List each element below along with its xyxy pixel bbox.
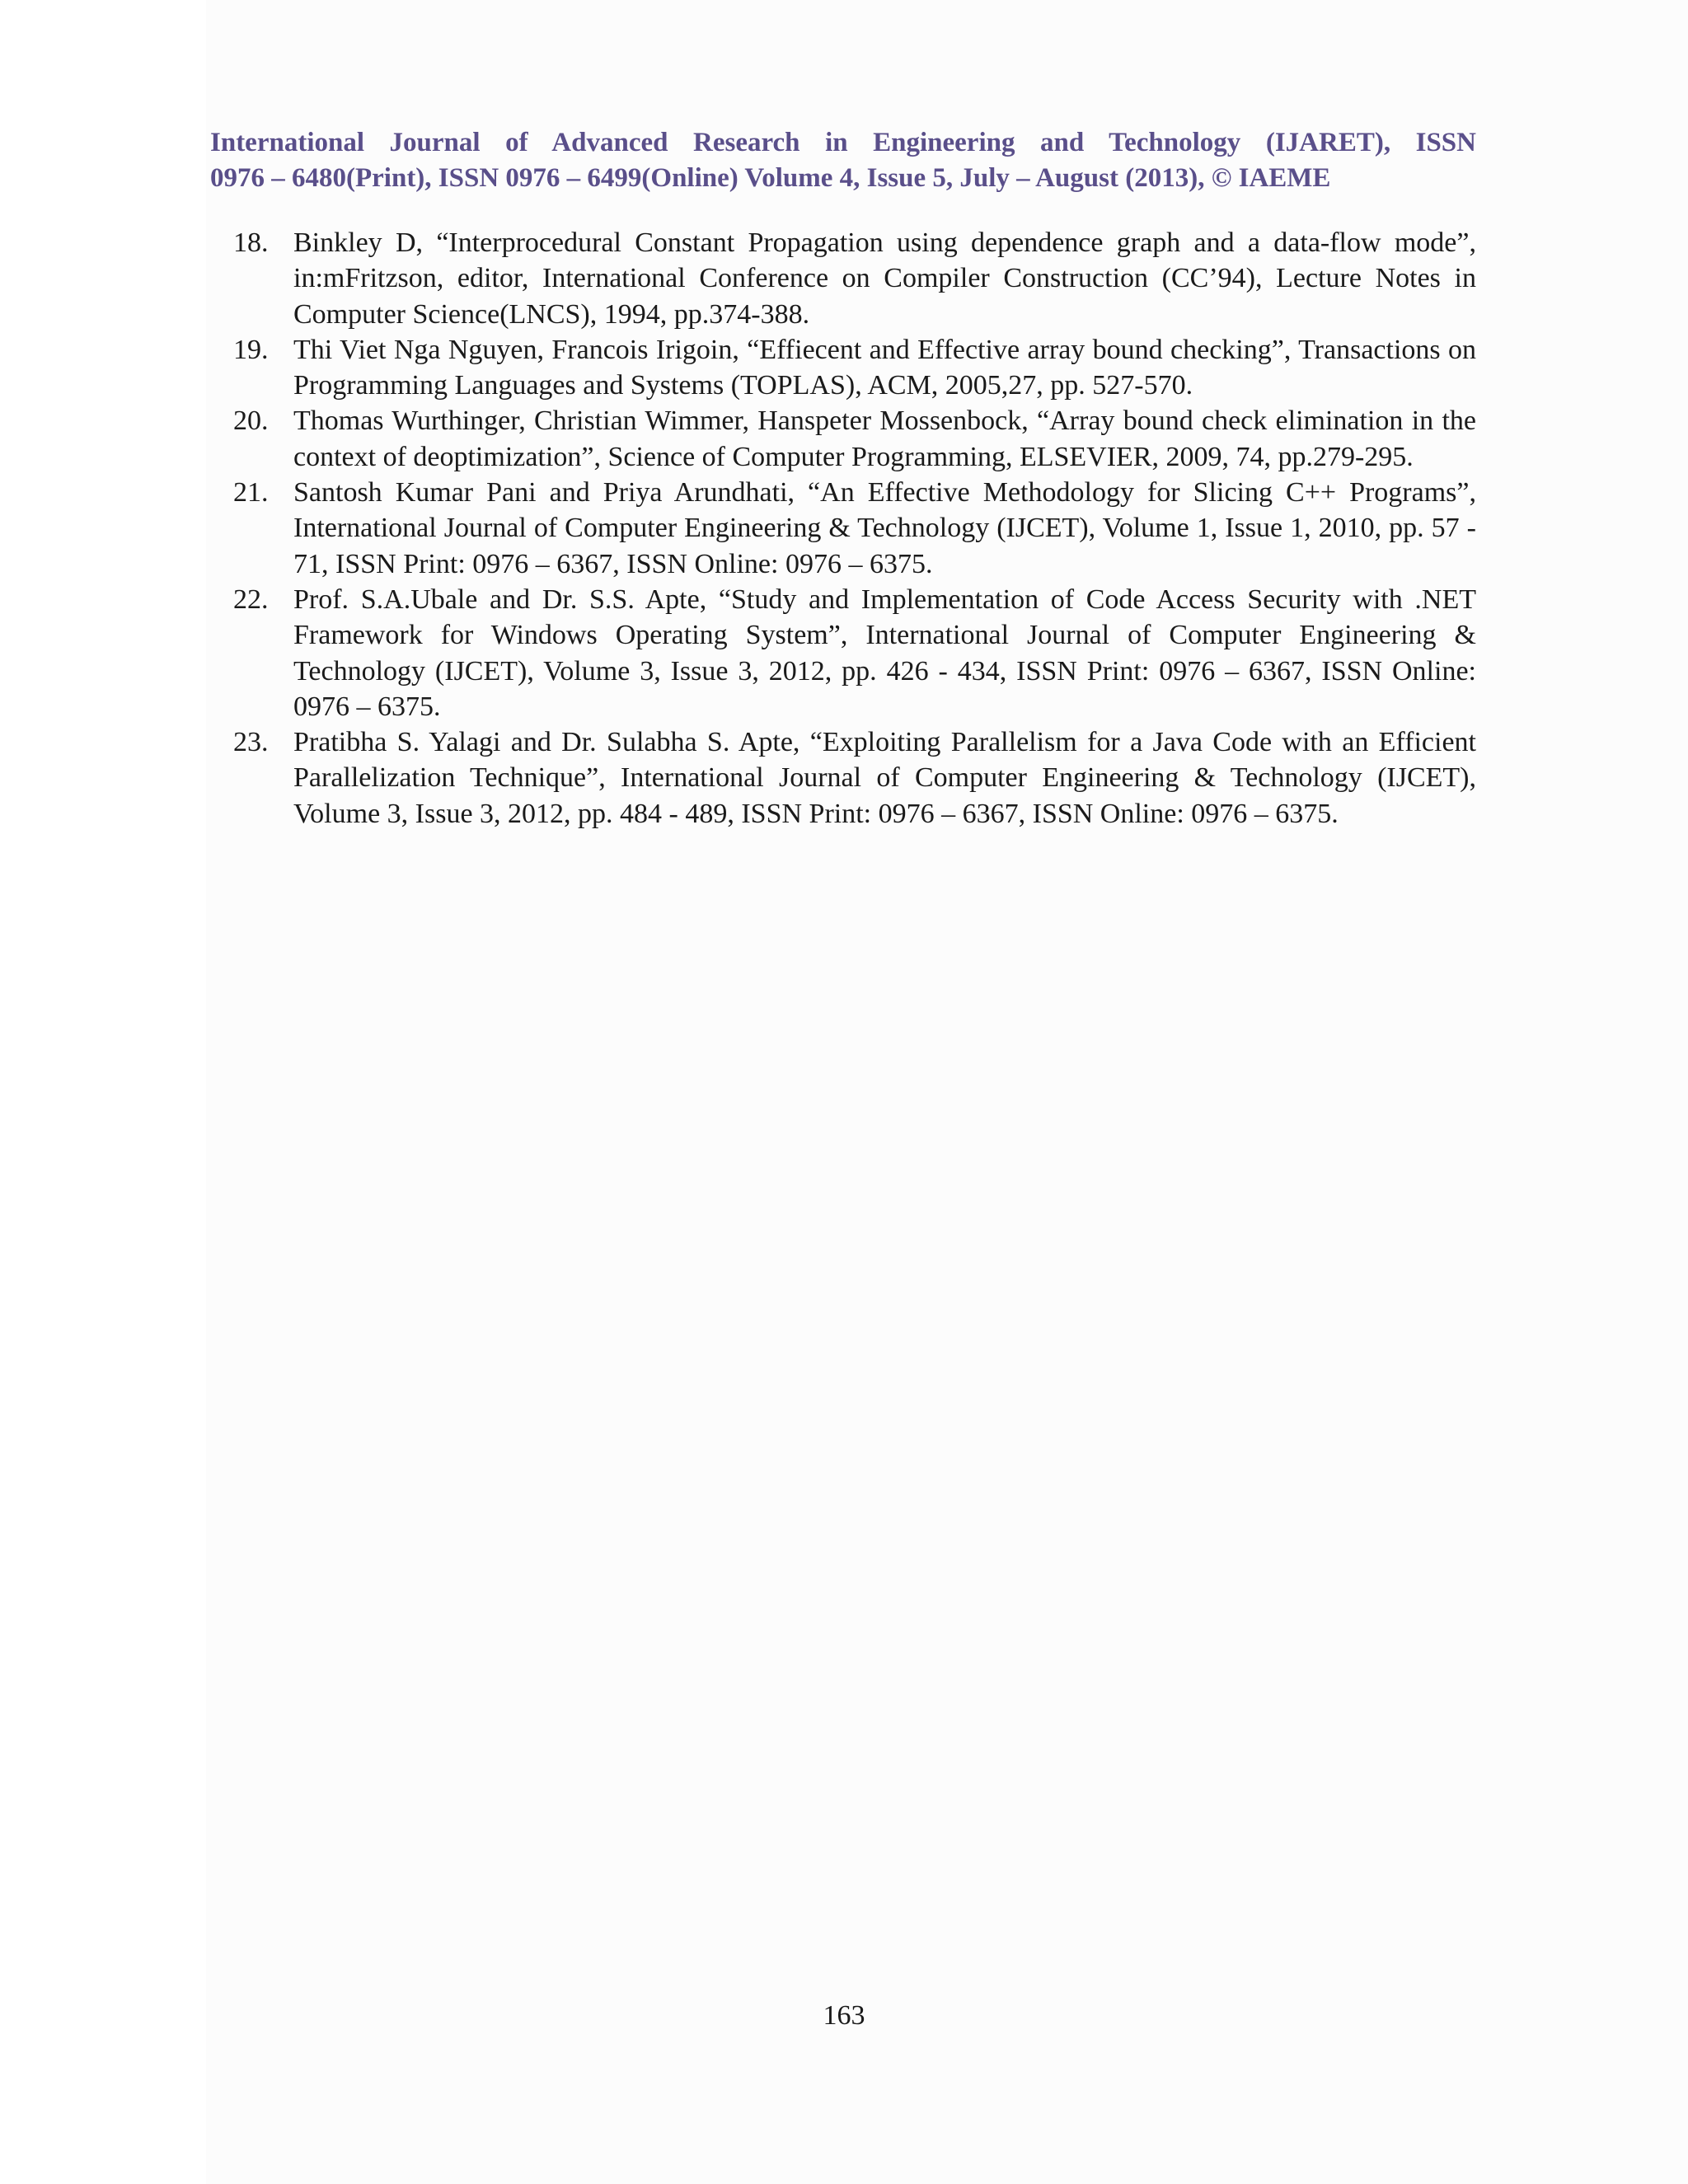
- reference-text: Thomas Wurthinger, Christian Wimmer, Hanspeter Mossenbock, “Array bound check elimination in the context of deoptimization”, Science of Computer Programming, ELSEVIER, 2009, 74, pp.279-295.: [293, 405, 1476, 472]
- reference-number: 19.: [233, 334, 269, 365]
- reference-number: 23.: [233, 727, 269, 758]
- reference-item: [223, 724, 1476, 832]
- reference-text: Pratibha S. Yalagi and Dr. Sulabha S. Apte, “Exploiting Parallelism for a Java Code with an Efficient Parallelization Technique”, International Journal of Computer Engineering & Technology (IJCET), Volume 3, Issue 3, 2012, pp. 484 - 489, ISSN Print: 0976 – 6367, ISSN Online: 0976 – 6375.: [293, 727, 1476, 829]
- reference-text: Santosh Kumar Pani and Priya Arundhati, “An Effective Methodology for Slicing C++ Programs”, International Journal of Computer Engineering & Technology (IJCET), Volume 1, Issue 1, 2010, pp. 57 - 71, ISSN Print: 0976 – 6367, ISSN Online: 0976 – 6375.: [293, 477, 1476, 579]
- reference-item: [223, 332, 1476, 404]
- reference-text: Binkley D, “Interprocedural Constant Propagation using dependence graph and a data-flow mode”, in:mFritzson, editor, International Conference on Compiler Construction (CC’94), Lecture Notes in Computer Science(LNCS), 1994, pp.374-388.: [293, 227, 1476, 330]
- reference-list: [223, 225, 1476, 832]
- reference-item: [223, 403, 1476, 475]
- reference-item: [223, 225, 1476, 332]
- reference-text: Prof. S.A.Ubale and Dr. S.S. Apte, “Study and Implementation of Code Access Security with .NET Framework for Windows Operating System”, International Journal of Computer Engineering & Technology (IJCET), Volume 3, Issue 3, 2012, pp. 426 - 434, ISSN Print: 0976 – 6367, ISSN Online: 0976 – 6375.: [293, 583, 1476, 722]
- reference-number: 18.: [233, 227, 269, 258]
- reference-number: 21.: [233, 477, 269, 509]
- reference-item: [223, 582, 1476, 724]
- reference-text: Thi Viet Nga Nguyen, Francois Irigoin, “Effiecent and Effective array bound checking”, Transactions on Programming Languages and Systems (TOPLAS), ACM, 2005,27, pp. 527-570.: [293, 334, 1476, 401]
- journal-header: [210, 125, 1476, 196]
- journal-header-line-1: International Journal of Advanced Research in Engineering and Technology (IJARET), ISSN: [210, 128, 1476, 157]
- reference-number: 20.: [233, 405, 269, 437]
- reference-item: [223, 475, 1476, 582]
- journal-header-line-2: 0976 – 6480(Print), ISSN 0976 – 6499(Online) Volume 4, Issue 5, July – August (2013), © IAEME: [210, 163, 1331, 193]
- page-number: 163: [823, 2000, 865, 2031]
- reference-number: 22.: [233, 583, 269, 615]
